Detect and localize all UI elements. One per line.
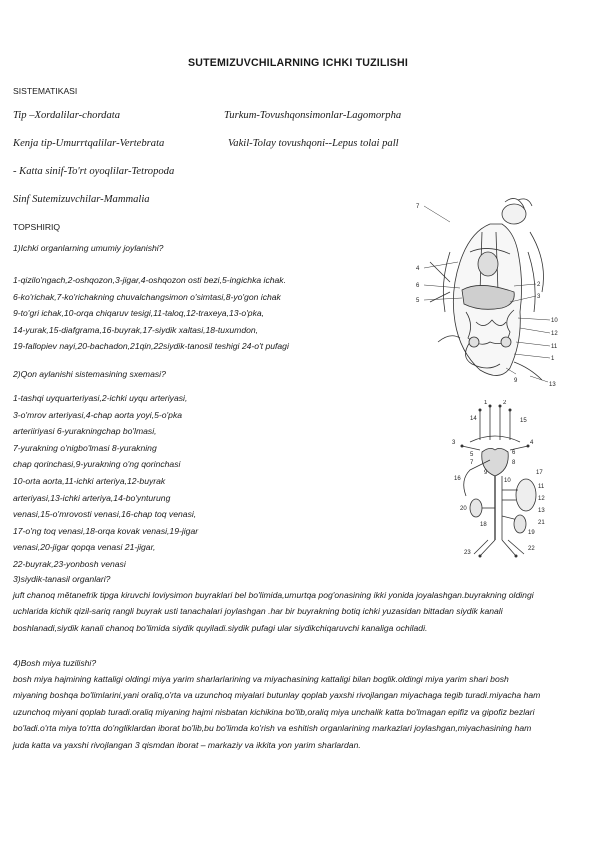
figure1-label: 6 — [416, 283, 420, 289]
figure2-label: 22 — [528, 546, 535, 552]
page-title: SUTEMIZUVCHILARNING ICHKI TUZILISHI — [187, 57, 409, 69]
figure2-label: 17 — [536, 470, 543, 476]
answer-1-line: 14-yurak,15-diafgrama,16-buyrak,17-siydik xaltasi,18-tuxumdon, — [13, 324, 259, 335]
figure2-label: 12 — [538, 496, 545, 502]
figure2-label: 7 — [470, 460, 474, 466]
figure2-label: 10 — [504, 478, 511, 484]
systematics-tip: Tip –Xordalilar-chordata — [13, 110, 121, 121]
question-4: 4)Bosh miya tuzilishi? — [13, 658, 97, 668]
figure1-label: 13 — [549, 382, 556, 388]
figure2-label: 4 — [530, 440, 534, 446]
circulatory-system-diagram — [440, 400, 560, 560]
answer-1-line: 9-to'gri ichak,10-orqa chiqaruv tesigi,11-taloq,12-traxeya,13-o'pka, — [13, 308, 265, 319]
figure2-label: 15 — [520, 418, 527, 424]
answer-2-line: 7-yurakning o'nigbo'lmasi 8-yurakning — [13, 442, 157, 453]
answer-2-line: chap qorinchasi,9-yurakning o'ng qorinchasi — [13, 459, 181, 470]
answer-2-line: arteriiriyasi 6-yurakningchap bo'lmasi, — [13, 426, 157, 437]
answer-4-text: bosh miya hajmining kattaligi oldingi miya yarim sharlarlarining va miyachasining kattaligi bilan boglik.oldingi miya yarim shari bosh miyaning boshqa bo'limlarini,yani oraliq,o'rta va uzunchoq miyalari butunlay qoplab yaxshi rivojlangan miyachaga tegib turadi.miyacha ham uzunchoq miyani qoplab turadi.oraliq miyaning hajmi nisbatan kichikina bo'lib,oraliq miya unchalik katta bo'lmagan epifiz va gipofiz bezlari bo'ladi.o'rta miya to'rtta do'ngliklardan iborat bo'lib,bu bo'limda ko'rish va eshitish organlarining markazlari joylashgan,miyachasining ham juda katta va yaxshi rivojlangan 3 qismdan iborat – markaziy va ikkita yon yarim sharlardan. — [13, 674, 541, 750]
figure1-label: 11 — [551, 344, 558, 350]
figure2-label: 3 — [452, 440, 456, 446]
systematics-turkum: Turkum-Tovushqonsimonlar-Lagomorpha — [224, 110, 402, 121]
figure2-label: 6 — [512, 450, 516, 456]
figure1-label: 9 — [514, 378, 518, 384]
figure2-label: 11 — [538, 484, 545, 490]
systematics-heading: SISTEMATIKASI — [13, 86, 78, 96]
answer-1-line: 19-fallopiev nayi,20-bachadon,21qin,22siydik-tanosil teshigi 24-o't pufagi — [13, 341, 289, 352]
answer-2-line: 22-buyrak,23-yonbosh venasi — [13, 558, 126, 569]
answer-1-line: 6-ko'richak,7-ko'richakning chuvalchangsimon o'simtasi,8-yo'gon ichak — [13, 291, 281, 302]
figure2-label: 21 — [538, 520, 545, 526]
systematics-katta-sinf: - Katta sinif-To'rt oyoqlilar-Tetropoda — [13, 166, 175, 177]
figure2-label: 5 — [470, 452, 474, 458]
figure2-label: 18 — [480, 522, 487, 528]
figure1-label: 7 — [416, 204, 420, 210]
answer-1-list — [13, 272, 289, 355]
figure1-label: 4 — [416, 266, 420, 272]
answer-1-line: 1-qizilo'ngach,2-oshqozon,3-jigar,4-oshqozon osti bezi,5-ingichka ichak. — [13, 275, 286, 285]
figure1-label: 2 — [537, 282, 541, 288]
systematics-sinf: Sinf Sutemizuvchilar-Mammalia — [13, 194, 150, 205]
figure2-label: 14 — [470, 416, 477, 422]
figure2-label: 8 — [512, 460, 516, 466]
internal-organs-illustration — [410, 192, 560, 392]
figure1-label: 5 — [416, 298, 420, 304]
answer-3-text: juft chanoq mětanefrik tipga kiruvchi loviysimon buyraklari bel bo'limida,umurtqa pog'onasining ikki yonida joyalashgan.buyrakning oldingi uchlarida kichik qizil-sariq rangli buyrak usti tanachalari joylashgan .har bir buyrakning botiq ichki yuzasidan bittadan siydik kanali boshlanadi,siydik kanali chanoq bo'limida siydik quyiladi.siydik pufagi ular siydikchiqaruvchi kanaliga ochiladi. — [13, 590, 534, 633]
figure1-label: 1 — [551, 356, 555, 362]
figure2-label: 1 — [484, 400, 488, 406]
systematics-kenja-tip: Kenja tip-Umurrtqalilar-Vertebrata — [13, 138, 165, 149]
figure1-label: 3 — [537, 294, 541, 300]
question-2: 2)Qon aylanishi sistemasining sxemasi? — [13, 369, 166, 379]
figure2-label: 13 — [538, 508, 545, 514]
question-3: 3)siydik-tanasil organlari? — [13, 574, 111, 584]
figure2-label: 23 — [464, 550, 471, 556]
answer-2-line: venasi,15-o'mrovosti venasi,16-chap toq venasi, — [13, 509, 197, 520]
figure1-label: 10 — [551, 318, 558, 324]
figure2-label: 16 — [454, 476, 461, 482]
answer-2-line: arteriyasi,13-ichki arteriya,14-bo'ynturung — [13, 492, 171, 503]
figure2-label: 19 — [528, 530, 535, 536]
figure2-label: 2 — [503, 400, 507, 406]
answer-2-list — [13, 390, 198, 573]
figure1-label: 12 — [551, 331, 558, 337]
figure2-label: 20 — [460, 506, 467, 512]
answer-2-line: 17-o'ng toq venasi,18-orqa kovak venasi,19-jigar — [13, 525, 199, 536]
answer-2-line: 3-o'mrov arteriyasi,4-chap aorta yoyi,5-o'pka — [13, 409, 183, 420]
question-1: 1)Ichki organlarning umumiy joylanishi? — [13, 243, 164, 253]
figure2-label: 9 — [484, 470, 488, 476]
answer-2-line: 1-tashqi uyquarteriyasi,2-ichki uyqu arteriyasi, — [13, 393, 188, 403]
systematics-vakil: Vakil-Tolay tovushqoni--Lepus tolai pall — [228, 138, 399, 149]
answer-2-line: venasi,20-jigar qopqa venasi 21-jigar, — [13, 542, 156, 553]
task-heading: TOPSHIRIQ — [13, 222, 61, 232]
answer-2-line: 10-orta aorta,11-ichki arteriya,12-buyrak — [13, 475, 166, 486]
